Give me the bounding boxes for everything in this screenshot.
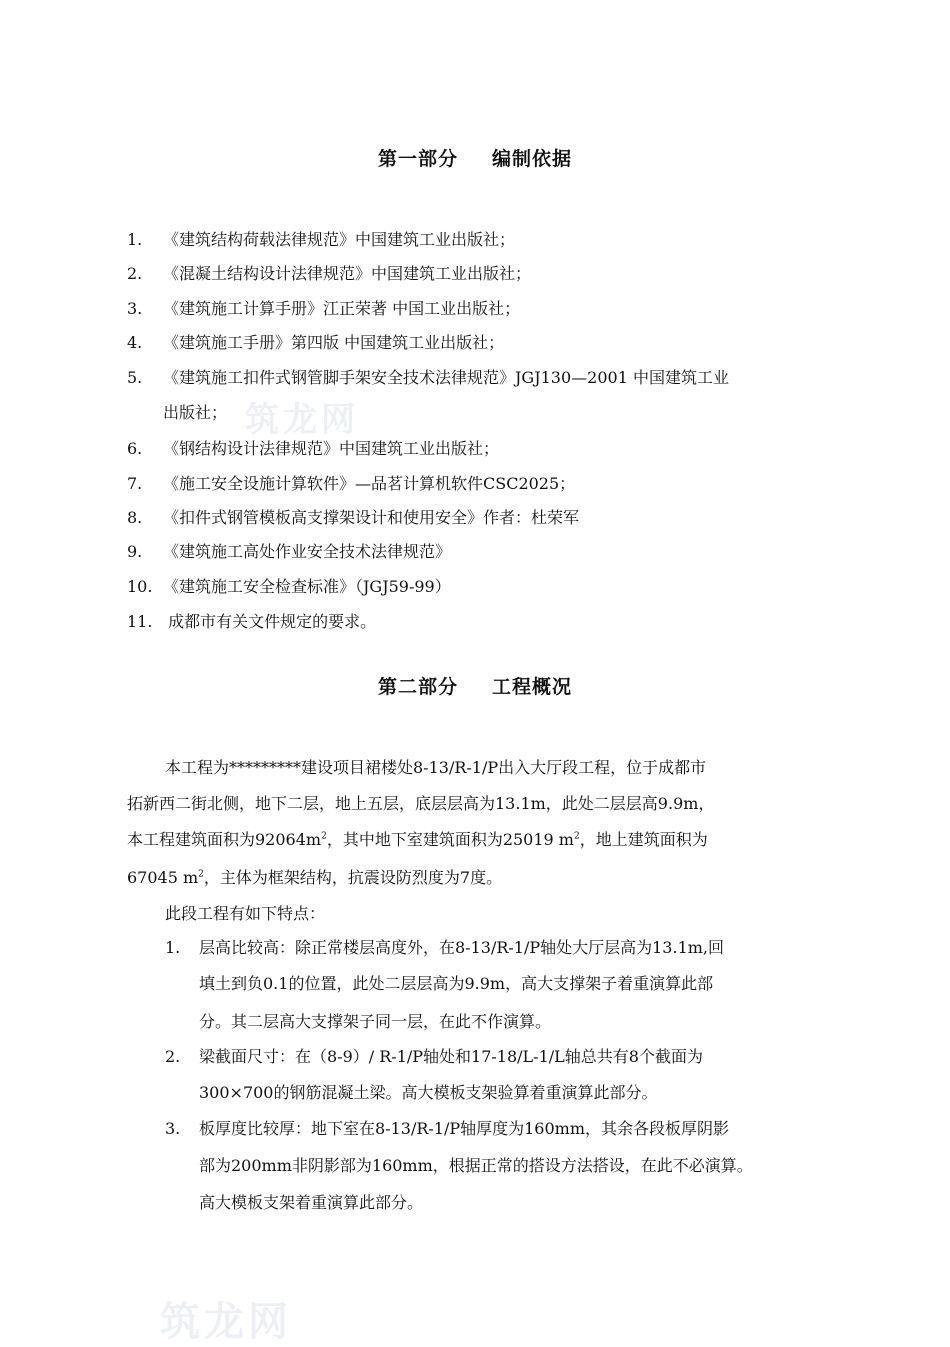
feature-3-number: 3. [165, 1119, 181, 1138]
watermark-1: 筑龙网 [245, 400, 359, 440]
intro-line-3: 本工程建筑面积为$92064m^2$，其中地下室建筑面积为25019 $m^2$，地上建筑面积为 [127, 830, 708, 849]
reference-item-4: 4. 《建筑施工手册》第四版 中国建筑工业出版社； [127, 333, 505, 352]
reference-item-6: 6. 《钢结构设计法律规范》中国建筑工业出版社； [127, 439, 500, 458]
part1-heading [0, 144, 950, 171]
reference-item-3: 3. 《建筑施工计算手册》江正荣著 中国工业出版社； [127, 299, 521, 318]
part1-title-a: 第一部分 [377, 148, 458, 170]
watermark-2: 筑龙网 [160, 1298, 292, 1345]
feature-1-line-1: 层高比较高：除正常楼层高度外，在8-13/R-1/P轴处大厅层高为13.1m,回 [199, 938, 725, 957]
feature-3-line-3: 高大模板支架着重演算此部分。 [199, 1193, 424, 1212]
reference-item-11: 11. 成都市有关文件规定的要求。 [127, 612, 377, 631]
part1-title-b: 编制依据 [492, 148, 573, 170]
feature-2-line-2: 300×700的钢筋混凝土梁。高大模板支架验算着重演算此部分。 [199, 1083, 658, 1102]
feature-1-line-2: 填土到负0.1的位置，此处二层层高为9.9m，高大支撑架子着重演算此部 [199, 974, 714, 993]
reference-item-9: 9. 《建筑施工高处作业安全技术法律规范》 [127, 542, 452, 561]
feature-1-number: 1. [165, 938, 181, 957]
part2-title-a: 第二部分 [377, 676, 458, 698]
reference-item-7: 7. 《施工安全设施计算软件》—品茗计算机软件CSC2025； [127, 474, 576, 493]
feature-1-line-3: 分。其二层高大支撑架子同一层，在此不作演算。 [199, 1012, 552, 1031]
intro-line-1: 本工程为*********建设项目裙楼处8-13/R-1/P出入大厅段工程，位于成都市 [165, 758, 707, 777]
feature-3-line-2: 部为200mm非阴影部为160mm，根据正常的搭设方法搭设，在此不必演算。 [199, 1156, 753, 1175]
feature-2-line-1: 梁截面尺寸：在（8-9）/ R-1/P轴处和17-18/L-1/L轴总共有8个截面为 [199, 1047, 703, 1066]
intro-line-2: 拓新西二街北侧，地下二层，地上五层，底层层高为13.1m，此处二层层高9.9m， [127, 794, 715, 813]
part2-heading [0, 672, 950, 699]
part2-title-b: 工程概况 [492, 676, 573, 698]
reference-item-5: 5. 《建筑施工扣件式钢管脚手架安全技术法律规范》JGJ130—2001 中国建筑工业 [127, 368, 729, 387]
reference-item-8: 8. 《扣件式钢管模板高支撑架设计和使用安全》作者：杜荣军 [127, 508, 580, 527]
features-intro: 此段工程有如下特点： [165, 904, 326, 923]
reference-item-2: 2. 《混凝土结构设计法律规范》中国建筑工业出版社； [127, 264, 532, 283]
reference-item-10: 10. 《建筑施工安全检查标准》（JGJ59-99） [127, 577, 451, 596]
feature-3-line-1: 板厚度比较厚：地下室在8-13/R-1/P轴厚度为160mm，其余各段板厚阴影 [199, 1119, 730, 1138]
feature-2-number: 2. [165, 1047, 181, 1066]
intro-line-4: 67045 $m^2$，主体为框架结构，抗震设防烈度为7度。 [127, 868, 503, 887]
reference-item-1: 1. 《建筑结构荷载法律规范》中国建筑工业出版社； [127, 230, 516, 249]
reference-item-5-continuation: 出版社； [163, 403, 228, 422]
